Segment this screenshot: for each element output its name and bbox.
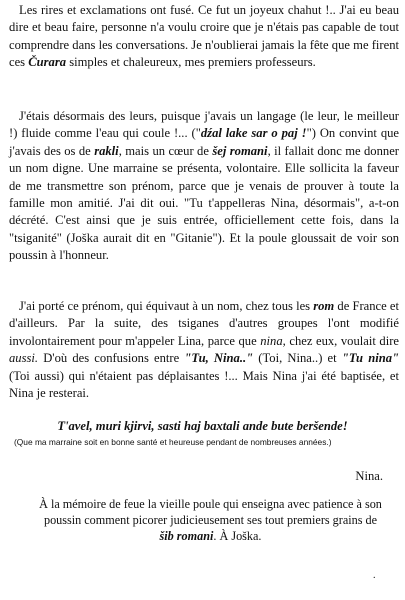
text-run: J'ai porté ce prénom, qui équivaut à un nom, chez tous les bbox=[19, 299, 314, 313]
text-run: ") On convint que j'avais des os de bbox=[9, 126, 400, 158]
text-run: simples et chaleureux, mes premiers professeurs. bbox=[66, 55, 316, 70]
trailing-mark: . bbox=[373, 570, 376, 581]
emphasis-tu-nina-2: "Tu nina" bbox=[341, 351, 400, 366]
emphasis-rom: rom bbox=[313, 299, 335, 313]
signature: Nina. bbox=[355, 469, 383, 483]
romani-toast: T'avel, muri kjirvi, sasti haj baxtali ande bute beršende! bbox=[57, 419, 348, 433]
toast-translation: (Que ma marraine soit en bonne santé et heureuse pendant de nombreuses années.) bbox=[14, 437, 332, 447]
emphasis-nina: nina, bbox=[260, 333, 286, 348]
text-run: de France et d'ailleurs. Par la suite, des tsiganes d'autres groupes l'ont modifié involontairement pour m'appeler Lina, parce que bbox=[9, 299, 399, 348]
text-run: (Toi aussi) qui n'étaient pas déplaisantes !... Mais Nina j'ai été baptisée, et Nina je resterai. bbox=[9, 368, 399, 401]
text-run: (Toi, Nina..) et bbox=[253, 351, 342, 366]
text-run: , il fallait donc me donner un nom digne. Une marraine se présenta, volontaire. Elle sollicita la faveur de me transmettre son prénom, parce que je venais de prouver à toute la famille mon amitié. J'ai dit oui. "Tu t'appelleras Nina, désormais", a-t-on décrété. C'est ainsi que je suis entrée, officiellement cette fois, dans la "tsiganité" (Joška aurait dit en "Gitanie"). Et la poule gloussait de voir son poussin à l'honneur. bbox=[9, 143, 399, 263]
emphasis-rakli: rakli bbox=[94, 143, 119, 158]
text-run: chez eux, voulait dire bbox=[285, 333, 399, 348]
text-run: J'étais désormais des leurs, puisque j'avais un langage (le leur, le meilleur !) fluide comme l'eau qui coule !... (" bbox=[9, 109, 399, 141]
paragraph-name-variants bbox=[9, 298, 399, 402]
dedication bbox=[38, 496, 383, 545]
text-run: À la mémoire de feue la vieille poule qui enseigna avec patience à son poussin comment picorer judicieusement ses tout premiers grains de bbox=[39, 497, 382, 528]
emphasis-sib-romani: šib romani bbox=[159, 529, 214, 544]
paragraph-naming bbox=[9, 108, 399, 265]
emphasis-romani-phrase: dźal lake sar o paj ! bbox=[200, 126, 307, 141]
emphasis-curara: Čurara bbox=[28, 55, 67, 70]
emphasis-aussi: aussi. bbox=[9, 351, 39, 366]
text-run: . À Joška. bbox=[213, 529, 262, 544]
text-run: Les rires et exclamations ont fusé. Ce fut un joyeux chahut !.. J'ai eu beau dire et beau faire, personne n'a voulu croire que je n'étais pas capable de tout comprendre dans les conversations. Je n'oublierai jamais la fête que me firent ces bbox=[9, 3, 399, 70]
paragraph-celebration bbox=[9, 2, 399, 72]
text-run: D'où des confusions entre bbox=[38, 351, 185, 366]
emphasis-tu-nina-1: "Tu, Nina.." bbox=[184, 351, 254, 366]
text-run: , mais un cœur de bbox=[118, 143, 213, 158]
emphasis-sej-romani: šej romani bbox=[212, 143, 268, 158]
